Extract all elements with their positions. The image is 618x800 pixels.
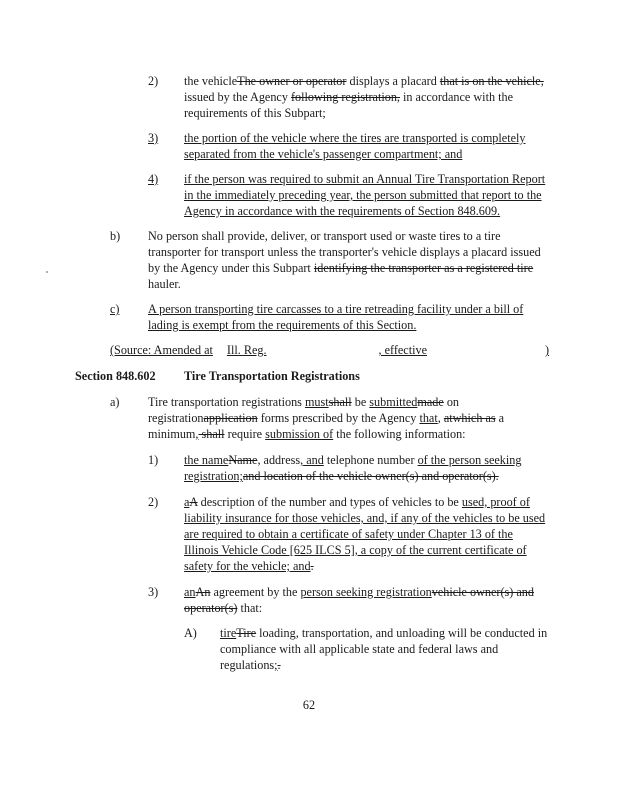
source-line: (Source: Amended at Ill. Reg. , effective ) <box>110 343 550 357</box>
item-4-label: 4) <box>148 172 159 186</box>
sub-A-line-2: compliance with all applicable state and federal laws and <box>220 642 499 656</box>
sub-1-line-2: registration;and location of the vehicle owner(s) and operator(s). <box>184 469 499 483</box>
para-b-line-3: by the Agency under this Subpart identifying the transporter as a registered tire <box>148 261 534 275</box>
section-number: Section 848.602 <box>75 369 156 383</box>
scan-speck <box>46 271 48 273</box>
item-3-line-1: the portion of the vehicle where the tires are transported is completely <box>184 131 526 145</box>
sub-A-line-3: regulations;. <box>220 658 281 672</box>
item-2-line-2: issued by the Agency following registration, in accordance with the <box>184 90 513 104</box>
item-3-label: 3) <box>148 131 159 145</box>
para-b-line-4: hauler. <box>148 277 181 291</box>
para-c-line-1: A person transporting tire carcasses to a tire retreading facility under a bill of <box>148 302 524 316</box>
sub-A-line-1: tireTire loading, transportation, and unloading will be conducted in <box>220 626 548 640</box>
para-b-line-2: transporter for transport unless the transporter's vehicle displays a placard issued <box>148 245 541 259</box>
sub-2-label: 2) <box>148 495 159 509</box>
sub-2-line-1: aA description of the number and types of vehicles to be used, proof of <box>184 495 530 509</box>
item-2-line-3: requirements of this Subpart; <box>184 106 326 120</box>
sub-2-line-5: safety for the vehicle; and. <box>184 559 314 573</box>
item-2-label: 2) <box>148 74 159 88</box>
sub-3-line-1: anAn agreement by the person seeking registrationvehicle owner(s) and <box>184 585 534 599</box>
item-3-line-2: separated from the vehicle's passenger compartment; and <box>184 147 463 161</box>
item-4-line-2: in the immediately preceding year, the person submitted that report to the <box>184 188 542 202</box>
sec-a-line-2: registrationapplication forms prescribed by the Agency that, atwhich as a <box>148 411 505 425</box>
sec-a-line-1: Tire transportation registrations mustshall be submittedmade on <box>148 395 460 409</box>
sub-1-line-1: the nameName, address, and telephone number of the person seeking <box>184 453 522 467</box>
para-c-label: c) <box>110 302 120 316</box>
sub-2-line-4: Illinois Vehicle Code [625 ILCS 5], a copy of the current certificate of <box>184 543 527 557</box>
sub-3-label: 3) <box>148 585 159 599</box>
item-2-line-1: the vehicleThe owner or operator displays a placard that is on the vehicle, <box>184 74 544 88</box>
sub-1-label: 1) <box>148 453 159 467</box>
para-b-line-1: No person shall provide, deliver, or transport used or waste tires to a tire <box>148 229 501 243</box>
sec-a-line-3: minimum, shall require submission of the following information: <box>148 427 466 441</box>
sub-3-line-2: operator(s) that: <box>184 601 263 615</box>
sec-a-label: a) <box>110 395 120 409</box>
sub-A-label: A) <box>184 626 197 640</box>
page-number: 62 <box>302 698 316 712</box>
para-b-label: b) <box>110 229 121 243</box>
item-4-line-3: Agency in accordance with the requirements of Section 848.609. <box>184 204 501 218</box>
sub-2-line-2: liability insurance for those vehicles, and, if any of the vehicles to be used <box>184 511 546 525</box>
para-c-line-2: lading is exempt from the requirements of this Section. <box>148 318 417 332</box>
item-4-line-1: if the person was required to submit an Annual Tire Transportation Report <box>184 172 546 186</box>
sub-2-line-3: are required to obtain a certificate of safety under Chapter 13 of the <box>184 527 513 541</box>
section-title: Tire Transportation Registrations <box>184 369 360 383</box>
